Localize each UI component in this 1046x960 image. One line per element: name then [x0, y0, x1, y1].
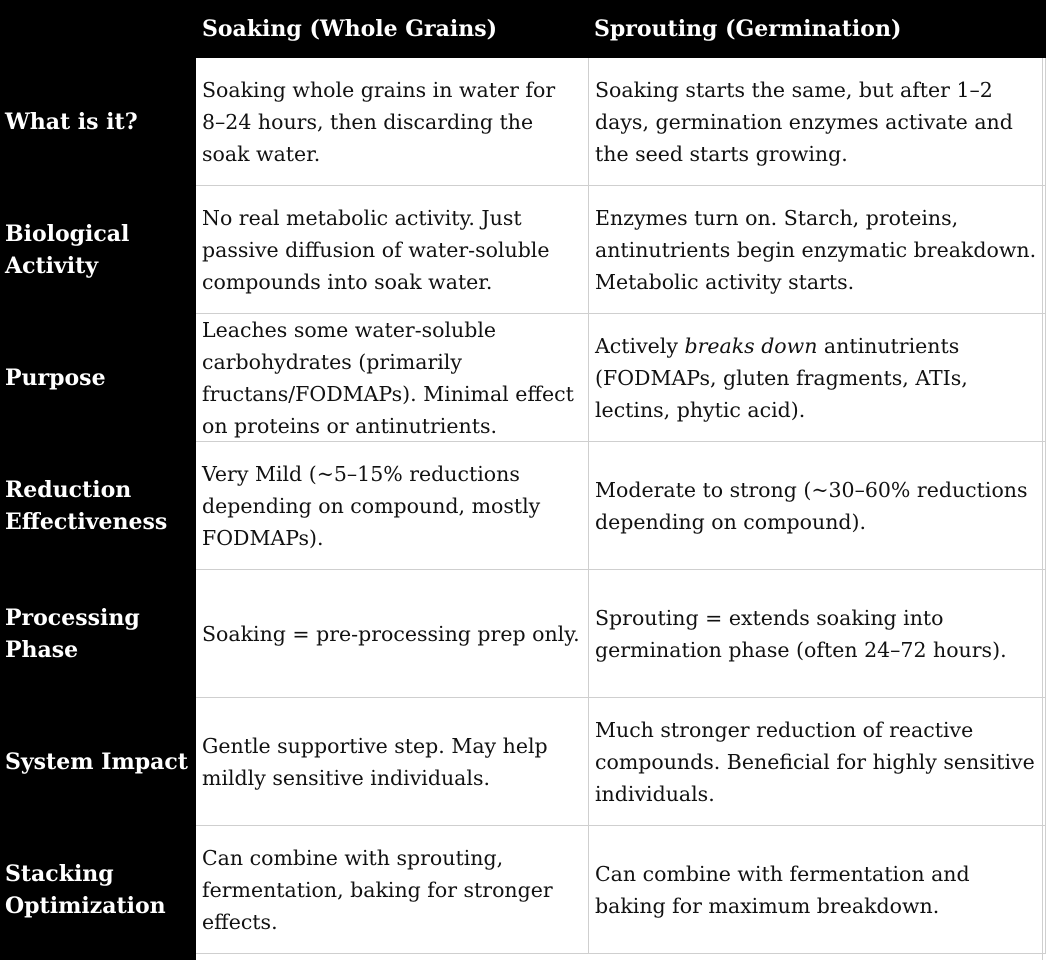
cell-sprouting: Moderate to strong (~30–60% reductions depending on compound). — [589, 442, 1046, 570]
cell-sprouting: Soaking starts the same, but after 1–2 days, germination enzymes activate and the seed starts growing. — [589, 58, 1046, 186]
header-corner-cell — [0, 0, 196, 58]
row-label-processing-phase: Processing Phase — [5, 605, 140, 663]
cell-soaking: Very Mild (~5–15% reductions depending on compound, mostly FODMAPs). — [196, 442, 589, 570]
cell-soaking: No real metabolic activity. Just passive diffusion of water-soluble compounds into soak water. — [196, 186, 589, 314]
row-label-system-impact: System Impact — [5, 749, 188, 775]
row-label-biological-activity: Biological Activity — [5, 221, 130, 279]
row-label-reduction-effectiveness: Reduction Effectiveness — [5, 477, 168, 535]
cell-sprouting: Enzymes turn on. Starch, proteins, antinutrients begin enzymatic breakdown. Metabolic activity starts. — [589, 186, 1046, 314]
cell-soaking: Soaking whole grains in water for 8–24 hours, then discarding the soak water. — [196, 58, 589, 186]
cell-sprouting: Can combine with fermentation and baking for maximum breakdown. — [589, 826, 1046, 954]
cell-soaking: Gentle supportive step. May help mildly sensitive individuals. — [196, 698, 589, 826]
header-soaking: Soaking (Whole Grains) — [202, 16, 498, 42]
cell-soaking: Leaches some water-soluble carbohydrates (primarily fructans/FODMAPs). Minimal effect on proteins or antinutrients. — [196, 314, 589, 442]
cell-sprouting-text — [595, 330, 1041, 426]
sprouting-text-pre: Actively — [595, 333, 685, 358]
cell-sprouting — [589, 314, 1046, 442]
table-row — [0, 570, 1046, 698]
sprouting-text-post: antinutrients (FODMAPs, gluten fragments, ATIs, lectins, phytic acid). — [595, 333, 968, 422]
table-row — [0, 442, 1046, 570]
row-label-stacking-optimization: Stacking Optimization — [5, 861, 166, 919]
table-header-row — [0, 0, 1046, 58]
cell-sprouting: Much stronger reduction of reactive compounds. Beneficial for highly sensitive individuals. — [589, 698, 1046, 826]
header-sprouting: Sprouting (Germination) — [594, 16, 902, 42]
table-row — [0, 186, 1046, 314]
table-row — [0, 58, 1046, 186]
row-label-purpose: Purpose — [5, 365, 106, 391]
table-right-divider — [1042, 58, 1043, 960]
table-row — [0, 698, 1046, 826]
cell-soaking: Can combine with sprouting, fermentation, baking for stronger effects. — [196, 826, 589, 954]
cell-sprouting: Sprouting = extends soaking into germination phase (often 24–72 hours). — [589, 570, 1046, 698]
table-row — [0, 314, 1046, 442]
table-row — [0, 826, 1046, 954]
cell-soaking: Soaking = pre-processing prep only. — [196, 570, 589, 698]
sprouting-text-emphasis: breaks down — [684, 333, 818, 358]
row-label-what-is-it: What is it? — [5, 109, 138, 135]
